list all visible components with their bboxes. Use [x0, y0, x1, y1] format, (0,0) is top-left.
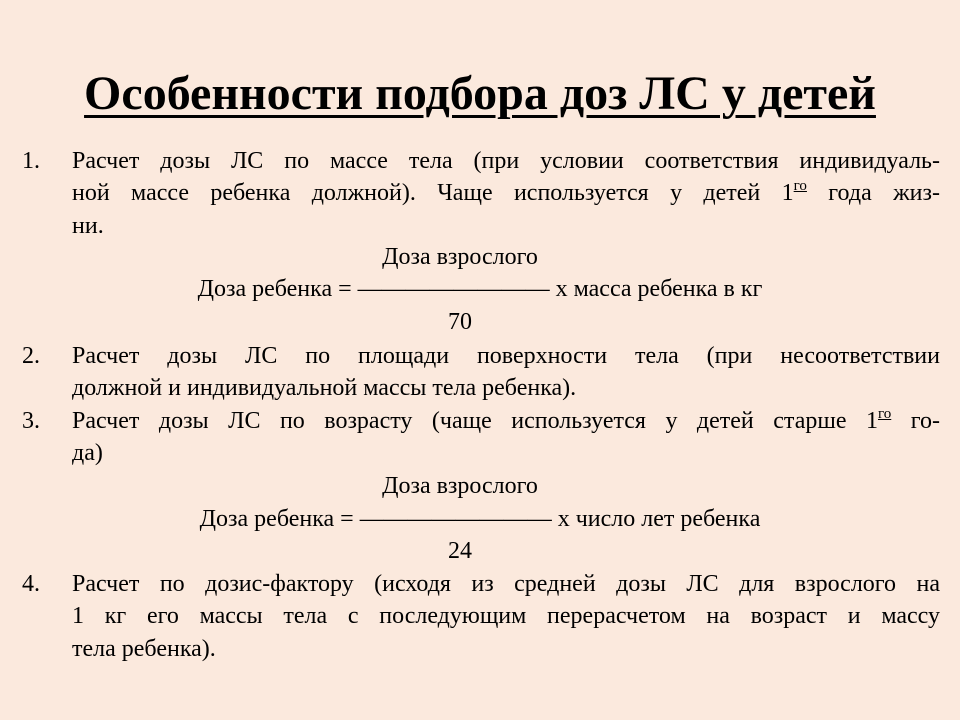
list-number: 3.	[22, 408, 40, 434]
item-4-line-3: тела ребенка).	[72, 636, 216, 662]
formula-2-numerator: Доза взрослого	[382, 473, 538, 499]
ordinal-superscript: го	[877, 406, 892, 422]
formula-1-numerator: Доза взрослого	[382, 244, 538, 270]
slide-title: Особенности подбора доз ЛС у детей	[84, 67, 876, 120]
formula-1-row: Доза ребенка = ———————— х масса ребенка в кг	[197, 276, 763, 302]
item-2-line-2: должной и индивидуальной массы тела ребенка).	[72, 375, 577, 401]
item-1-line-2b: года жиз-	[806, 180, 940, 206]
item-3-line-1	[72, 405, 940, 437]
item-3-line-1b: го-	[891, 408, 940, 434]
item-2-line-1: Расчет дозы ЛС по площади поверхности тела (при несоответствии	[72, 343, 940, 369]
formula-2-denominator: 24	[448, 538, 472, 564]
item-3-line-2: да)	[72, 440, 103, 466]
list-number: 2.	[22, 343, 40, 369]
list-number: 1.	[22, 148, 40, 174]
item-4-line-1: Расчет по дозис-фактору (исходя из средней дозы ЛС для взрослого на	[72, 571, 940, 597]
formula-1-denominator: 70	[448, 309, 472, 335]
item-1-line-3: ни.	[72, 213, 104, 239]
list-number: 4.	[22, 571, 40, 597]
item-1-line-1: Расчет дозы ЛС по массе тела (при условии соответствия индивидуаль-	[72, 148, 940, 174]
item-1-line-2a: ной массе ребенка должной). Чаще используется у детей 1	[72, 180, 794, 206]
item-4-line-2: 1 кг его массы тела с последующим перерасчетом на возраст и массу	[72, 603, 940, 629]
formula-2-row: Доза ребенка = ———————— х число лет ребенка	[199, 506, 761, 532]
item-3-line-1a: Расчет дозы ЛС по возрасту (чаще используется у детей старше 1	[72, 408, 878, 434]
ordinal-superscript: го	[793, 178, 807, 194]
item-1-line-2	[72, 177, 940, 209]
